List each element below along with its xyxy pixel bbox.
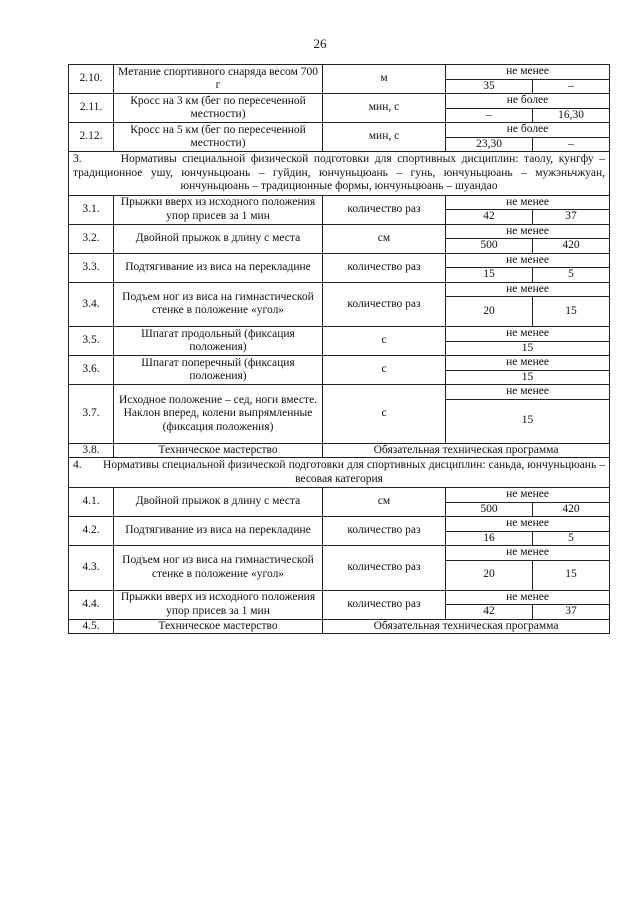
exercise-name: Исходное положение – сед, ноги вместе. Наклон вперед, колени выпрямленные (фиксация положения) [114,385,323,444]
section-title: Нормативы специальной физической подготовки для спортивных дисциплин: саньда, юнчуньцюань – весовая категория [103,459,606,485]
value-men: – [446,108,533,123]
norms-table [68,64,610,634]
program-note: Обязательная техническая программа [323,443,610,458]
table-row [69,443,610,458]
value-women: 16,30 [533,108,610,123]
norm-label: не менее [446,590,610,605]
value-men: 500 [446,239,533,254]
unit: с [323,327,446,356]
value-men: 23,30 [446,137,533,152]
table-row [69,385,610,400]
table-row [69,65,610,80]
unit: см [323,488,446,517]
exercise-name: Кросс на 3 км (бег по пересеченной местности) [114,94,323,123]
table-row [69,282,610,297]
row-number: 4.4. [69,590,114,619]
exercise-name: Двойной прыжок в длину с места [114,488,323,517]
table-row [69,517,610,532]
value-men: 20 [446,297,533,327]
value-women: 5 [533,268,610,283]
row-number: 3.5. [69,327,114,356]
unit: м [323,65,446,94]
row-number: 3.1. [69,195,114,224]
unit: количество раз [323,546,446,591]
exercise-name: Подъем ног из виса на гимнастической стенке в положение «угол» [114,546,323,591]
norm-label: не менее [446,224,610,239]
row-number: 3.4. [69,282,114,327]
exercise-name: Прыжки вверх из исходного положения упор присев за 1 мин [114,195,323,224]
norm-label: не менее [446,195,610,210]
unit: с [323,385,446,444]
unit: см [323,224,446,253]
norm-label: не менее [446,385,610,400]
section-title: Нормативы специальной физической подготовки для спортивных дисциплин: таолу, кунгфу – традиционное ушу, юнчуньцюань – гуйдин, юнчуньцюань – гунь, юнчуньцюань – мужэньчжуан, юнчуньцюань – традиционные формы, юнчуньцюань – шуандао [73,153,606,192]
value-men: 42 [446,210,533,225]
value-men: 15 [446,268,533,283]
page-number: 26 [313,36,327,51]
exercise-name: Подтягивание из виса на перекладине [114,517,323,546]
exercise-name: Шпагат продольный (фиксация положения) [114,327,323,356]
value-men: 20 [446,560,533,590]
value-men: 35 [446,79,533,94]
exercise-name: Прыжки вверх из исходного положения упор присев за 1 мин [114,590,323,619]
unit: количество раз [323,195,446,224]
table-row [69,123,610,138]
value-women: – [533,79,610,94]
row-number: 2.10. [69,65,114,94]
value-women: 5 [533,531,610,546]
table-row [69,94,610,109]
section-header [69,152,610,196]
unit: количество раз [323,590,446,619]
value-women: 15 [533,297,610,327]
table-row [69,590,610,605]
row-number: 3.6. [69,356,114,385]
table-row [69,488,610,503]
unit: с [323,356,446,385]
value-women: – [533,137,610,152]
section-header [69,458,610,488]
row-number: 3.7. [69,385,114,444]
exercise-name: Техническое мастерство [114,443,323,458]
row-number: 3.8. [69,443,114,458]
unit: количество раз [323,282,446,327]
section-header-row [69,458,610,488]
table-row [69,224,610,239]
value-women: 37 [533,605,610,620]
value-women: 420 [533,502,610,517]
section-header-row [69,152,610,196]
unit: мин, с [323,94,446,123]
table-row [69,546,610,561]
value-women: 37 [533,210,610,225]
exercise-name: Подъем ног из виса на гимнастической стенке в положение «угол» [114,282,323,327]
norm-value: 15 [446,341,610,356]
exercise-name: Кросс на 5 км (бег по пересеченной местности) [114,123,323,152]
row-number: 4.5. [69,619,114,634]
unit: мин, с [323,123,446,152]
value-men: 16 [446,531,533,546]
exercise-name: Двойной прыжок в длину с места [114,224,323,253]
norm-label: не более [446,123,610,138]
table-row [69,356,610,371]
value-women: 15 [533,560,610,590]
unit: количество раз [323,253,446,282]
norm-label: не менее [446,356,610,371]
value-men: 42 [446,605,533,620]
row-number: 4.2. [69,517,114,546]
value-men: 500 [446,502,533,517]
norm-label: не менее [446,517,610,532]
norm-label: не более [446,94,610,109]
exercise-name: Шпагат поперечный (фиксация положения) [114,356,323,385]
row-number: 2.11. [69,94,114,123]
row-number: 4.1. [69,488,114,517]
table-row [69,327,610,342]
row-number: 2.12. [69,123,114,152]
section-number: 3. [73,153,82,165]
norm-label: не менее [446,253,610,268]
table-row [69,253,610,268]
norm-value: 15 [446,370,610,385]
row-number: 3.3. [69,253,114,282]
norm-label: не менее [446,488,610,503]
exercise-name: Подтягивание из виса на перекладине [114,253,323,282]
exercise-name: Метание спортивного снаряда весом 700 г [114,65,323,94]
value-women: 420 [533,239,610,254]
norm-label: не менее [446,65,610,80]
norm-value: 15 [446,399,610,443]
unit: количество раз [323,517,446,546]
section-number: 4. [73,459,82,471]
row-number: 3.2. [69,224,114,253]
row-number: 4.3. [69,546,114,591]
table-row [69,195,610,210]
norm-label: не менее [446,546,610,561]
exercise-name: Техническое мастерство [114,619,323,634]
table-row [69,619,610,634]
program-note: Обязательная техническая программа [323,619,610,634]
norm-label: не менее [446,282,610,297]
norm-label: не менее [446,327,610,342]
